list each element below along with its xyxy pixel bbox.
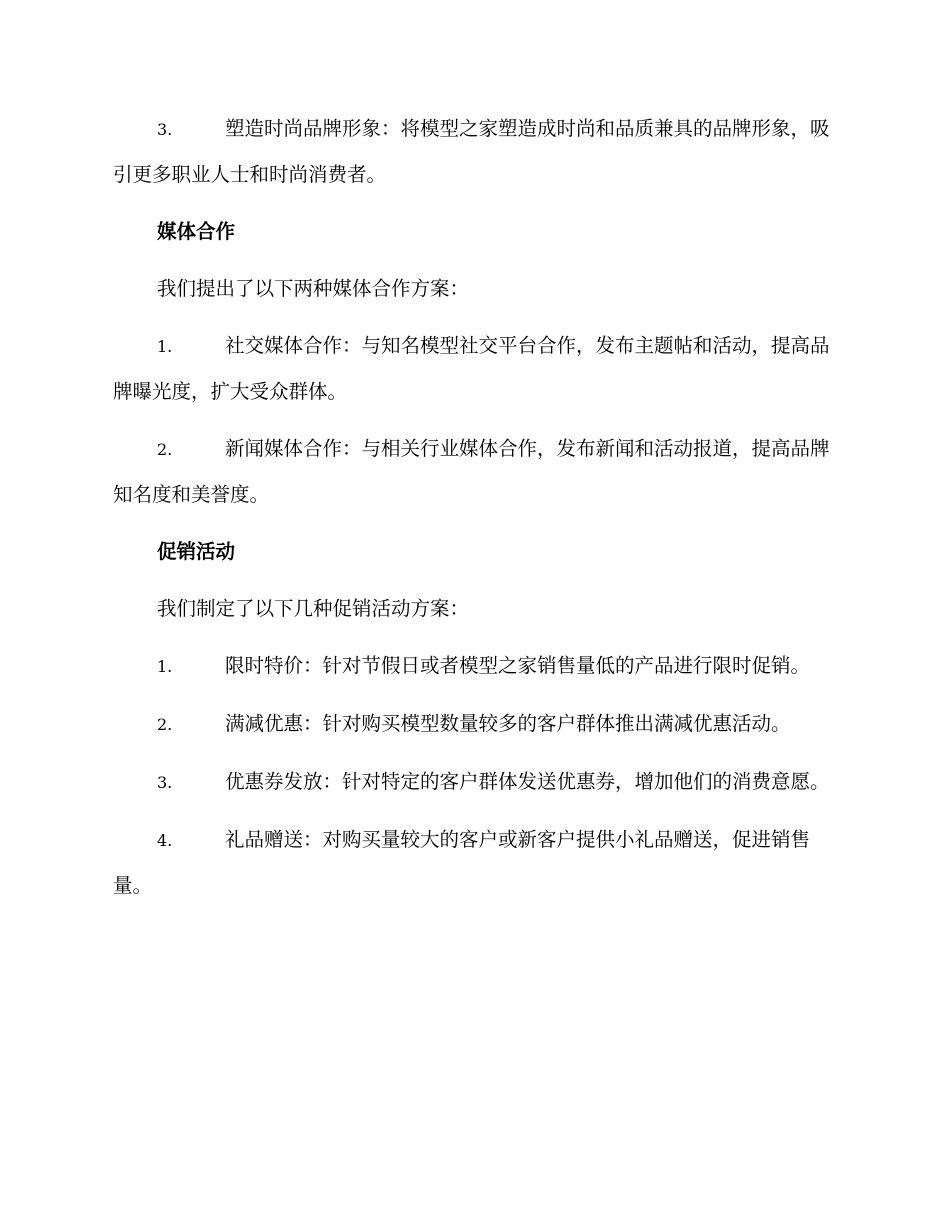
list-text: 优惠券发放：针对特定的客户群体发送优惠券，增加他们的消费意愿。: [225, 770, 830, 793]
list-text: 礼品赠送：对购买量较大的客户或新客户提供小礼品赠送，促进销售量。: [113, 828, 811, 897]
document-body: [113, 106, 836, 920]
paragraph-media-intro: 我们提出了以下两种媒体合作方案：: [157, 277, 470, 300]
list-number: 1.: [157, 337, 173, 356]
list-number: 1.: [157, 657, 173, 676]
list-text: 满减优惠：针对购买模型数量较多的客户群体推出满减优惠活动。: [225, 712, 791, 735]
list-text: 限时特价：针对节假日或者模型之家销售量低的产品进行限时促销。: [225, 654, 811, 677]
list-number: 2.: [157, 715, 173, 734]
list-item-limited-time: [113, 643, 836, 689]
list-text: 新闻媒体合作：与相关行业媒体合作，发布新闻和活动报道，提高品牌知名度和美誉度。: [113, 437, 830, 506]
list-item-coupon: [113, 759, 836, 805]
paragraph-promotion-intro: 我们制定了以下几种促销活动方案：: [157, 597, 470, 620]
list-item-social-media: [113, 323, 836, 414]
list-number: 3.: [157, 120, 173, 139]
section-heading-promotion: 促销活动: [157, 540, 236, 563]
list-number: 2.: [157, 440, 173, 459]
list-text: 社交媒体合作：与知名模型社交平台合作，发布主题帖和活动，提高品牌曝光度，扩大受众群体。: [113, 334, 830, 403]
list-item-discount: [113, 701, 836, 747]
list-number: 4.: [157, 831, 173, 850]
list-item-gift: [113, 817, 836, 908]
list-text: 塑造时尚品牌形象：将模型之家塑造成时尚和品质兼具的品牌形象，吸引更多职业人士和时尚消费者。: [113, 117, 830, 186]
list-number: 3.: [157, 773, 173, 792]
list-item-news-media: [113, 426, 836, 517]
list-item-brand-image: [113, 106, 836, 197]
section-heading-media: 媒体合作: [157, 220, 236, 243]
